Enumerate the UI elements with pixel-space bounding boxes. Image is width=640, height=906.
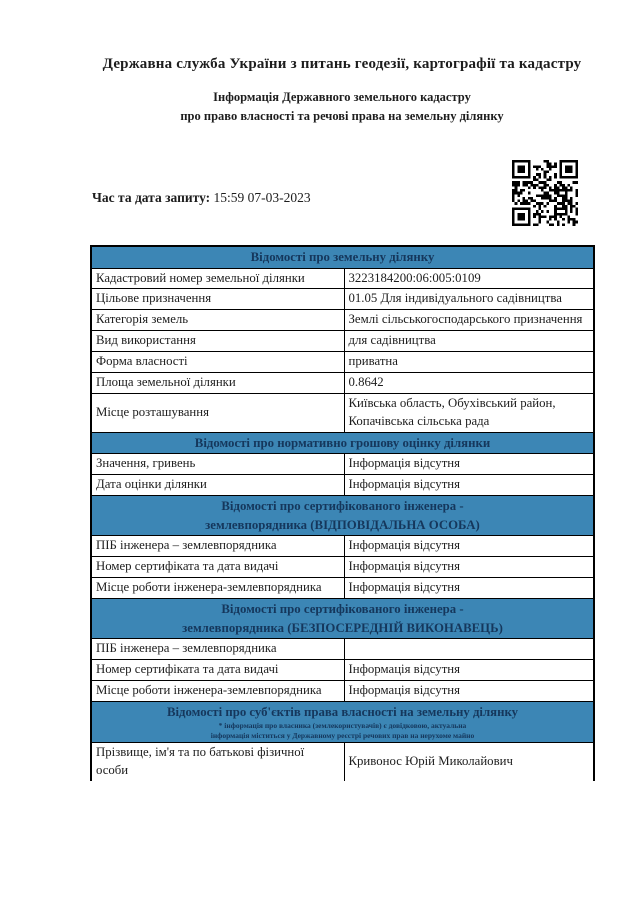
row-value: Інформація відсутня (344, 536, 594, 557)
table-row (91, 373, 594, 394)
row-label: Значення, гривень (91, 454, 344, 475)
table-row (91, 331, 594, 352)
row-label: Дата оцінки ділянки (91, 475, 344, 496)
section-header-text: Відомості про сертифікованого інженера - (221, 601, 464, 616)
request-datetime-value: 15:59 07-03-2023 (213, 190, 311, 205)
section-header-text: землевпорядника (БЕЗПОСЕРЕДНІЙ ВИКОНАВЕЦЬ) (182, 620, 503, 635)
subtitle-line-2: про право власності та речові права на земельну ділянку (180, 108, 504, 123)
row-value: 01.05 Для індивідуального садівництва (344, 289, 594, 310)
table-row (91, 557, 594, 578)
row-label: Категорія земель (91, 310, 344, 331)
row-value: Інформація відсутня (344, 680, 594, 701)
table-row (91, 578, 594, 599)
row-value: Кривонос Юрій Миколайович (344, 742, 594, 780)
qr-code-icon (512, 160, 578, 226)
row-label: Місце розташування (91, 393, 344, 432)
request-datetime (92, 190, 311, 206)
row-value: 0.8642 (344, 373, 594, 394)
section-header (91, 701, 594, 742)
row-label: Кадастровий номер земельної ділянки (91, 268, 344, 289)
section-header (91, 246, 594, 268)
page-subtitle (44, 88, 640, 126)
section-header (91, 432, 594, 454)
table-row (91, 352, 594, 373)
section-header-text: землевпорядника (ВІДПОВІДАЛЬНА ОСОБА) (205, 517, 480, 532)
row-label: Цільове призначення (91, 289, 344, 310)
page-title: Державна служба України з питань геодезії, картографії та кадастру (102, 56, 582, 72)
row-value: Київська область, Обухівський район, Копачівська сільська рада (344, 393, 594, 432)
row-label: Прізвище, ім'я та по батькові фізичної особи (91, 742, 344, 780)
table-row (91, 268, 594, 289)
subtitle-line-1: Інформація Державного земельного кадастру (213, 90, 471, 104)
row-value: Інформація відсутня (344, 475, 594, 496)
table-row (91, 742, 594, 780)
row-value: Інформація відсутня (344, 454, 594, 475)
table-row (91, 454, 594, 475)
table-row (91, 310, 594, 331)
section-note: інформація міститься у Державному реєстрі речових прав на нерухоме майно (210, 731, 475, 741)
request-datetime-label: Час та дата запиту: (92, 190, 211, 205)
row-value (344, 639, 594, 660)
cadastre-table (90, 245, 595, 781)
table-row (91, 536, 594, 557)
table-row (91, 680, 594, 701)
section-header-text: Відомості про суб'єктів права власності на земельну ділянку (166, 704, 519, 719)
row-label: Місце роботи інженера-землевпорядника (91, 578, 344, 599)
row-label: ПІБ інженера – землевпорядника (91, 639, 344, 660)
row-label: Місце роботи інженера-землевпорядника (91, 680, 344, 701)
row-value: Інформація відсутня (344, 659, 594, 680)
row-value: Інформація відсутня (344, 557, 594, 578)
table-row (91, 289, 594, 310)
row-value: приватна (344, 352, 594, 373)
section-header-row (91, 701, 594, 742)
section-note: * інформація про власника (землекористувачів) є довідковою, актуальна (218, 721, 467, 731)
row-label: Вид використання (91, 331, 344, 352)
section-header-row (91, 246, 594, 268)
section-header-row (91, 432, 594, 454)
section-header-text: Відомості про сертифікованого інженера - (221, 499, 464, 514)
section-header-text: Відомості про земельну ділянку (250, 250, 435, 264)
section-header-row (91, 496, 594, 536)
row-label: Номер сертифіката та дата видачі (91, 659, 344, 680)
row-value: 3223184200:06:005:0109 (344, 268, 594, 289)
section-header-text: Відомості про нормативно грошову оцінку ділянки (194, 435, 491, 450)
row-label: Форма власності (91, 352, 344, 373)
table-row (91, 659, 594, 680)
row-label: Площа земельної ділянки (91, 373, 344, 394)
row-value: для садівництва (344, 331, 594, 352)
section-header (91, 598, 594, 638)
row-value: Землі сільськогосподарського призначення (344, 310, 594, 331)
table-row (91, 639, 594, 660)
table-row (91, 393, 594, 432)
table-row (91, 475, 594, 496)
row-label: ПІБ інженера – землевпорядника (91, 536, 344, 557)
section-header (91, 496, 594, 536)
row-value: Інформація відсутня (344, 578, 594, 599)
row-label: Номер сертифіката та дата видачі (91, 557, 344, 578)
section-header-row (91, 598, 594, 638)
